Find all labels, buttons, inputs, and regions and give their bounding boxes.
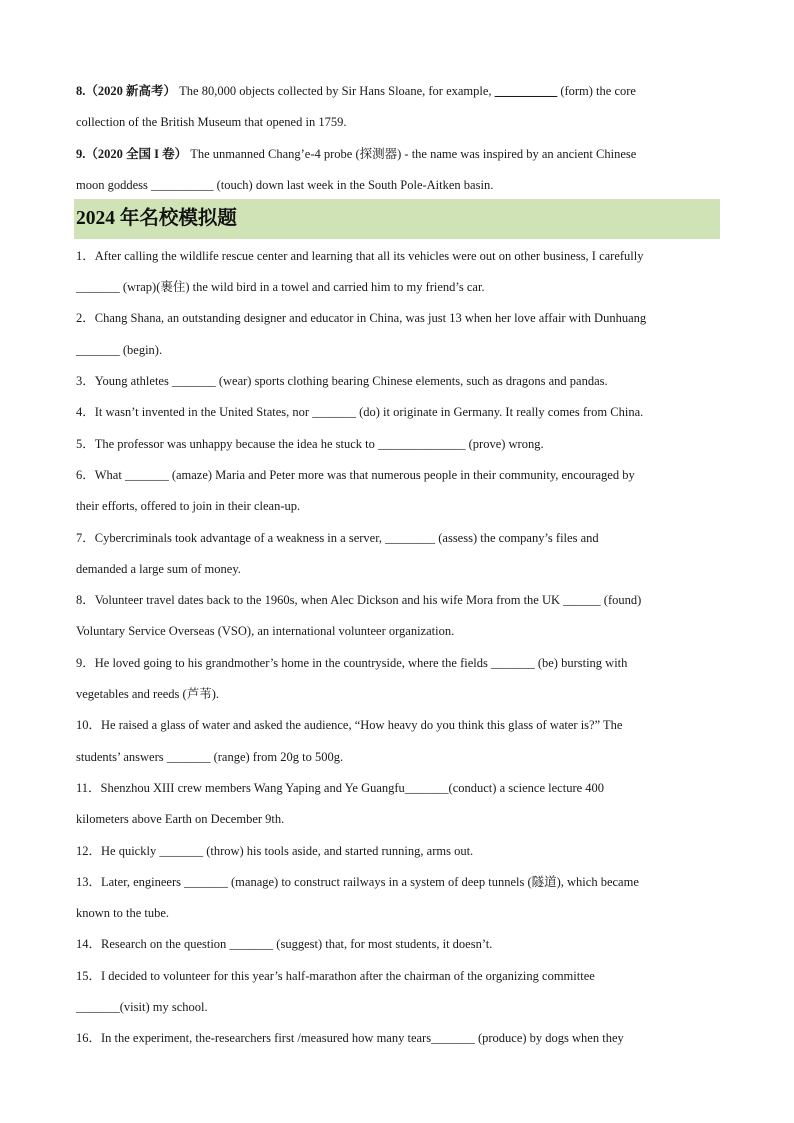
question-text: (form) the core bbox=[557, 84, 636, 98]
question-number: 8. bbox=[76, 84, 86, 98]
question-line: _______(visit) my school. bbox=[76, 1000, 208, 1015]
question-line: 15．I decided to volunteer for this year’s half-marathon after the chairman of the organizing committee bbox=[76, 968, 595, 983]
question-line: kilometers above Earth on December 9th. bbox=[76, 812, 285, 827]
answer-blank: __________ bbox=[494, 84, 558, 98]
question-line: 1．After calling the wildlife rescue center and learning that all its vehicles were out on other business, I carefully bbox=[76, 248, 644, 263]
question-line: 8．Volunteer travel dates back to the 1960s, when Alec Dickson and his wife Mora from the UK ______ (found) bbox=[76, 593, 642, 608]
top-item-8-line-2: collection of the British Museum that opened in 1759. bbox=[76, 115, 347, 130]
content-area bbox=[76, 78, 720, 1057]
question-line: their efforts, offered to join in their clean-up. bbox=[76, 499, 301, 514]
question-line: 10．He raised a glass of water and asked the audience, “How heavy do you think this glass of water is?” The bbox=[76, 718, 623, 733]
question-line: _______ (wrap)(裹住) the wild bird in a towel and carried him to my friend’s car. bbox=[76, 280, 485, 295]
section-heading: 2024 年名校模拟题 bbox=[74, 199, 720, 239]
question-line: 13．Later, engineers _______ (manage) to construct railways in a system of deep tunnels (隧道), which became bbox=[76, 874, 639, 889]
question-number: 9. bbox=[76, 146, 86, 161]
question-line: 11．Shenzhou XIII crew members Wang Yaping and Ye Guangfu_______(conduct) a science lecture 400 bbox=[76, 780, 605, 795]
question-line: 5．The professor was unhappy because the idea he stuck to ______________ (prove) wrong. bbox=[76, 436, 544, 451]
question-line: demanded a large sum of money. bbox=[76, 561, 241, 576]
question-source: （2020 新高考） bbox=[85, 84, 177, 98]
question-source: （2020 全国 I 卷） bbox=[85, 146, 188, 161]
top-item-9-line-2: moon goddess __________ (touch) down last week in the South Pole-Aitken basin. bbox=[76, 177, 494, 192]
question-line: 6．What _______ (amaze) Maria and Peter more was that numerous people in their community, encouraged by bbox=[76, 467, 635, 482]
question-line: 14．Research on the question _______ (suggest) that, for most students, it doesn’t. bbox=[76, 937, 493, 952]
question-line: 4．It wasn’t invented in the United States, nor _______ (do) it originate in Germany. It really comes from China. bbox=[76, 405, 644, 420]
question-line: 3．Young athletes _______ (wear) sports clothing bearing Chinese elements, such as dragons and pandas. bbox=[76, 374, 608, 389]
question-line: Voluntary Service Overseas (VSO), an international volunteer organization. bbox=[76, 624, 455, 639]
question-line: students’ answers _______ (range) from 20g to 500g. bbox=[76, 749, 344, 764]
question-line: 2．Chang Shana, an outstanding designer and educator in China, was just 13 when her love affair with Dunhuang bbox=[76, 311, 647, 326]
top-item-9-line-1 bbox=[76, 141, 720, 172]
question-line: 12．He quickly _______ (throw) his tools aside, and started running, arms out. bbox=[76, 843, 474, 858]
question-text: The 80,000 objects collected by Sir Hans Sloane, for example, bbox=[176, 84, 495, 98]
question-line: 9．He loved going to his grandmother’s home in the countryside, where the fields _______ (be) bursting with bbox=[76, 655, 628, 670]
question-text: The unmanned Chang’e-4 probe (探测器) - the name was inspired by an ancient Chinese bbox=[187, 146, 637, 161]
question-line: 16．In the experiment, the-researchers first /measured how many tears_______ (produce) by dogs when they bbox=[76, 1031, 624, 1046]
question-line: vegetables and reeds (芦苇). bbox=[76, 687, 219, 702]
question-line: _______ (begin). bbox=[76, 342, 163, 357]
top-item-8-line-1 bbox=[76, 78, 720, 109]
question-line: known to the tube. bbox=[76, 906, 170, 921]
question-line: 7．Cybercriminals took advantage of a weakness in a server, ________ (assess) the company’s files and bbox=[76, 530, 599, 545]
